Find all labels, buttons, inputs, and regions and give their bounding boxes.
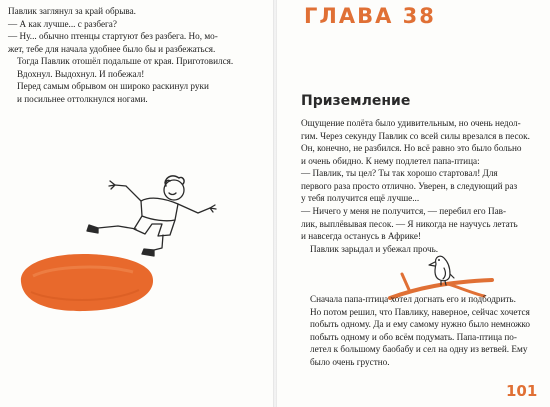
left-paragraph-2 xyxy=(8,18,260,31)
text-line: гим. Через секунду Павлик со всей силы врезался в песок. xyxy=(301,130,530,141)
left-paragraph-1 xyxy=(8,5,260,18)
page-number: 101 xyxy=(506,382,538,400)
book-spine xyxy=(273,0,277,407)
text-line: и посильнее оттолкнулся ногами. xyxy=(17,93,148,104)
left-paragraph-5 xyxy=(8,80,260,105)
text-line: Перед самым обрывом он широко раскинул руки xyxy=(17,81,209,91)
chapter-title: ГЛАВА 38 xyxy=(304,4,436,28)
jumping-boy-drawing xyxy=(78,168,228,263)
text-line: летел к большому баобабу и сел на одну из ветвей. Ему xyxy=(310,344,528,355)
text-line: — А как лучше... с разбега? xyxy=(8,19,117,29)
text-line: Сначала папа-птица хотел догнать его и подбодрить. xyxy=(310,294,516,304)
text-line: Вдохнул. Выдохнул. И побежал! xyxy=(17,68,145,79)
text-line: было очень грустно. xyxy=(310,356,390,367)
section-title: Приземление xyxy=(301,93,411,109)
right-paragraph-5 xyxy=(301,293,541,369)
text-line: — Ничего у меня не получится, — перебил его Пав- xyxy=(301,206,507,216)
text-line: первого раза просто отлично. Уверен, в следующий раз xyxy=(301,180,518,191)
text-line: лик, выплёвывая песок. — Я никогда не научусь летать xyxy=(301,218,518,229)
text-line: Но потом решил, что Павлику, наверное, сейчас хочется xyxy=(310,306,530,317)
text-line: — Ну... обычно птенцы стартуют без разбега. Но, мо- xyxy=(8,31,218,41)
left-paragraph-4 xyxy=(8,55,260,80)
text-line: и навсегда останусь в Африке! xyxy=(301,231,422,242)
text-line: Павлик заглянул за край обрыва. xyxy=(8,6,136,16)
text-line: — Павлик, ты цел? Ты так хорошо стартовал! Для xyxy=(301,168,498,178)
right-paragraph-2 xyxy=(301,167,541,205)
text-line: и очень обидно. К нему подлетел папа-птица: xyxy=(301,155,480,166)
text-line: у тебя получится ещё лучше... xyxy=(301,193,420,204)
right-paragraph-3 xyxy=(301,205,541,243)
text-line: Тогда Павлик отошёл подальше от края. Приготовился. xyxy=(17,56,234,66)
text-line: Павлик зарыдал и убежал прочь. xyxy=(310,244,439,254)
left-paragraph-3 xyxy=(8,30,260,55)
text-line: Ощущение полёта было удивительным, но очень недол- xyxy=(301,118,521,128)
text-line: побыть одному и обо всём подумать. Папа-птица по- xyxy=(310,331,517,342)
right-paragraph-1 xyxy=(301,117,541,167)
text-line: жет, тебе для начала удобнее было бы и разбежаться. xyxy=(8,43,216,54)
text-line: побыть одному. Да и ему самому нужно было немножко xyxy=(310,319,531,330)
text-line: Он, конечно, не разбился. Но всё равно это было больно xyxy=(301,143,522,154)
